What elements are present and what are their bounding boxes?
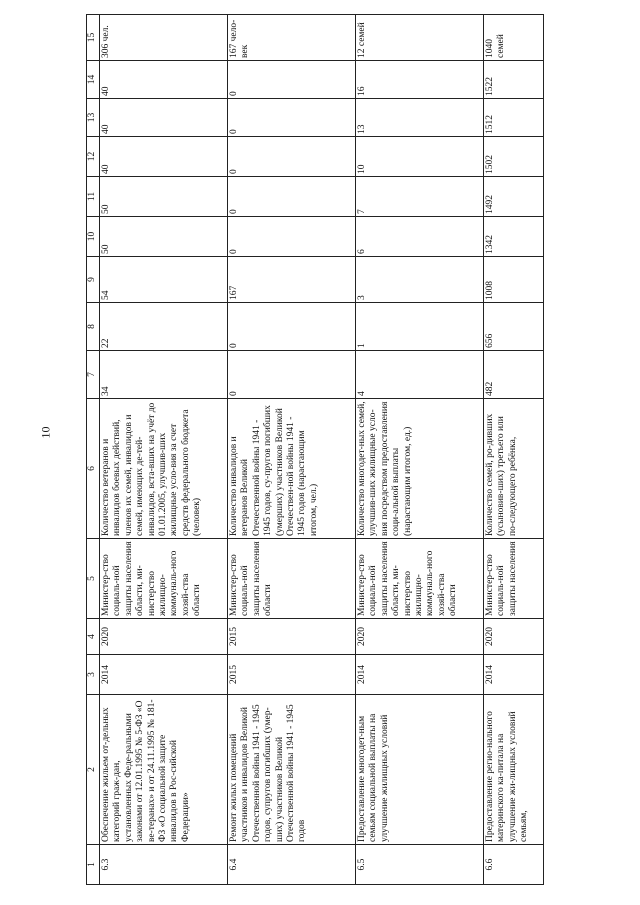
measure-name: Предоставление регио-нального материнского ка-питала на улучшение жи-лищных условий семьям,: [484, 695, 544, 845]
value-cell: 0: [228, 303, 356, 351]
col-header: 3: [87, 655, 100, 695]
value-cell: 1: [356, 303, 484, 351]
value-cell: 0: [228, 351, 356, 399]
total-cell: 1040 семей: [484, 15, 544, 61]
col-header: 1: [87, 845, 100, 885]
value-cell: 0: [228, 217, 356, 257]
row-number: 6.4: [228, 845, 356, 885]
total-cell: 306 чел.: [100, 15, 228, 61]
value-cell: 1522: [484, 61, 544, 99]
value-cell: 3: [356, 257, 484, 303]
executor: Министер-ство социаль-ной защиты населения области, ми-нистерство жилищно-коммуналь-ного хозяй-ства области: [356, 539, 484, 619]
executor: Министер-ство социаль-ной защиты населения: [484, 539, 544, 619]
measure-name: Ремонт жилых помещений участников и инвалидов Великой Отечественной войны 1941 - 1945 годов, супругов погибших (умер-ших) участников Великой Отечественной войны 1941 - 1945 годов: [228, 695, 356, 845]
table-row: [228, 15, 356, 885]
value-cell: 16: [356, 61, 484, 99]
rotated-page: [86, 15, 631, 885]
value-cell: 0: [228, 177, 356, 217]
col-header: 14: [87, 61, 100, 99]
value-cell: 10: [356, 137, 484, 177]
indicator: Количество ветеранов и инвалидов боевых действий, членов их семей, инвалидов и семей, имеющих де-тей-инвалидов, вста-вших на учёт до 01.01.2005, улучшив-ших жилищные усло-вия за счет средств федерального бюджета (человек): [100, 399, 228, 539]
col-header: 10: [87, 217, 100, 257]
row-number: 6.3: [100, 845, 228, 885]
col-header: 2: [87, 695, 100, 845]
executor: Министер-ство социаль-ной защиты населения области, ми-нистерство жилищно-коммуналь-ного хозяй-ства области: [100, 539, 228, 619]
col-header: 13: [87, 99, 100, 137]
row-number: 6.5: [356, 845, 484, 885]
value-cell: 1008: [484, 257, 544, 303]
value-cell: 40: [100, 137, 228, 177]
value-cell: 1492: [484, 177, 544, 217]
end-year: 2020: [484, 619, 544, 655]
total-cell: 167 чело-век: [228, 15, 356, 61]
value-cell: 167: [228, 257, 356, 303]
col-header: 11: [87, 177, 100, 217]
indicator: Количество многодет-ных семей, улучшив-ших жилищные усло-вия посредством предоставления соци-альной выплаты (нарастающим итогом, ед.): [356, 399, 484, 539]
value-cell: 0: [228, 137, 356, 177]
value-cell: 40: [100, 99, 228, 137]
value-cell: 0: [228, 61, 356, 99]
col-header: 6: [87, 399, 100, 539]
executor: Министер-ство социаль-ной защиты населения области: [228, 539, 356, 619]
value-cell: 1512: [484, 99, 544, 137]
value-cell: 34: [100, 351, 228, 399]
indicator: Количество инвалидов и ветеранов Великой Отечественной войны 1941 - 1945 годов, су-пругов погибших (умерших) участников Великой Отечествен-ной войны 1941 - 1945 годов (нарастающим итогом, чел.): [228, 399, 356, 539]
col-header: 15: [87, 15, 100, 61]
col-header: 5: [87, 539, 100, 619]
end-year: 2020: [356, 619, 484, 655]
start-year: 2014: [484, 655, 544, 695]
end-year: 2020: [100, 619, 228, 655]
col-header: 7: [87, 351, 100, 399]
measure-name: Предоставление многодет-ным семьям социальной выплаты на улучшение жилищных условий: [356, 695, 484, 845]
table-row: [484, 15, 544, 885]
value-cell: 4: [356, 351, 484, 399]
value-cell: 13: [356, 99, 484, 137]
value-cell: 50: [100, 177, 228, 217]
value-cell: 482: [484, 351, 544, 399]
value-cell: 22: [100, 303, 228, 351]
value-cell: 0: [228, 99, 356, 137]
start-year: 2014: [100, 655, 228, 695]
value-cell: 40: [100, 61, 228, 99]
indicator: Количество семей, ро-дивших (усыновив-ших) третьего или по-следующего ребёнка,: [484, 399, 544, 539]
value-cell: 6: [356, 217, 484, 257]
value-cell: 50: [100, 217, 228, 257]
col-header: 8: [87, 303, 100, 351]
total-cell: 12 семей: [356, 15, 484, 61]
start-year: 2015: [228, 655, 356, 695]
row-number: 6.6: [484, 845, 544, 885]
start-year: 2014: [356, 655, 484, 695]
value-cell: 54: [100, 257, 228, 303]
table-row: [356, 15, 484, 885]
header-row: [87, 15, 100, 885]
program-table: [86, 14, 544, 885]
table-row: [100, 15, 228, 885]
col-header: 4: [87, 619, 100, 655]
col-header: 12: [87, 137, 100, 177]
value-cell: 1502: [484, 137, 544, 177]
end-year: 2015: [228, 619, 356, 655]
measure-name: Обеспечение жильем от-дельных категорий граж-дан, установленных Феде-ральными законами от 12.01.1995 № 5-ФЗ «О ве-теранах» и от 24.11.1995 № 181-ФЗ «О социальной защите инвалидов в Рос-сийской Федерации»: [100, 695, 228, 845]
value-cell: 7: [356, 177, 484, 217]
col-header: 9: [87, 257, 100, 303]
value-cell: 1342: [484, 217, 544, 257]
page-number: 10: [38, 426, 53, 439]
value-cell: 656: [484, 303, 544, 351]
